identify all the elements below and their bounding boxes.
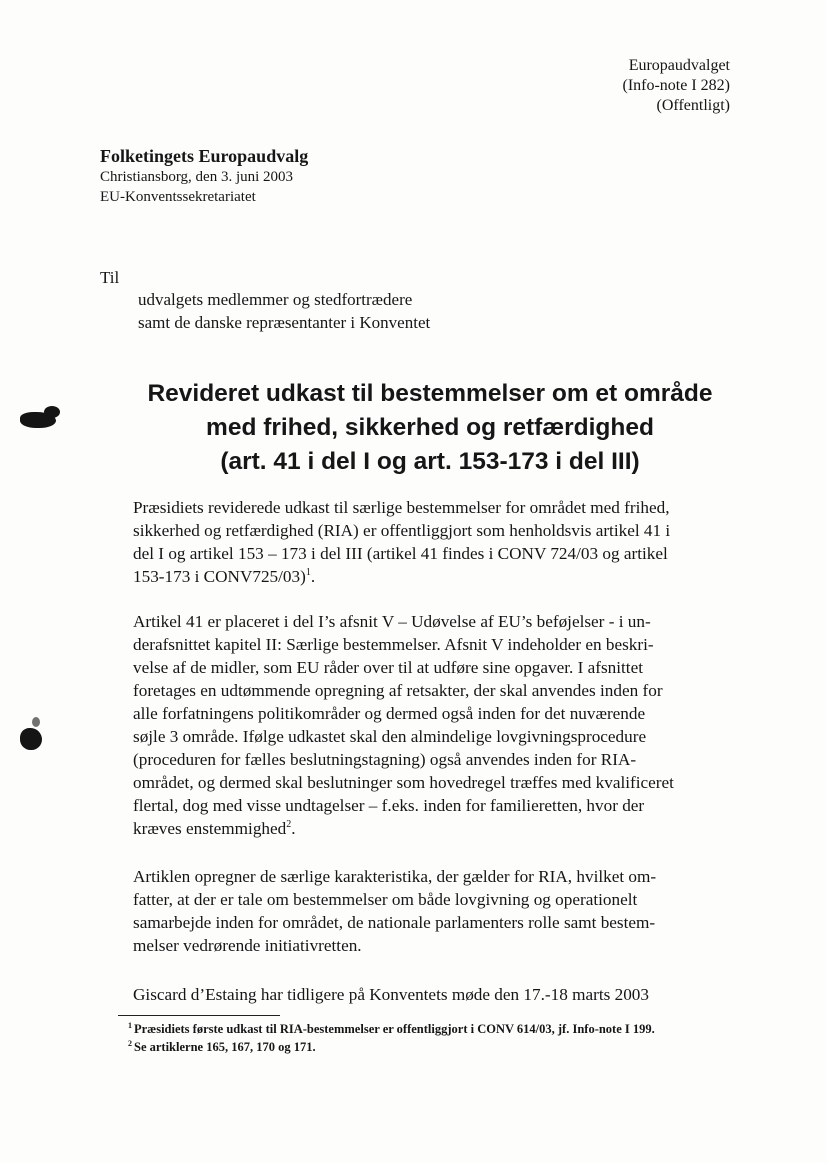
text-span: 153-173 i CONV725/03) <box>133 567 306 586</box>
committee-name: Europaudvalget <box>628 57 730 74</box>
paragraph-2 <box>133 610 733 840</box>
public-status: (Offentligt) <box>656 97 730 114</box>
footnote <box>128 1020 655 1038</box>
sender-block <box>100 145 308 207</box>
footnote-ref-1[interactable]: 1 <box>305 567 311 578</box>
document-header <box>622 56 730 116</box>
text-line: velse af de midler, som EU råder over til at udføre sine opgaver. I afsnittet <box>133 658 643 677</box>
to-label: Til <box>100 268 120 287</box>
text-span: kræves enstemmighed <box>133 819 287 838</box>
footnote-number: 1 <box>128 1021 132 1030</box>
info-note-number: (Info-note I 282) <box>622 77 730 94</box>
text-line: samarbejde inden for området, de nationale parlamenters rolle samt bestem- <box>133 913 656 932</box>
text-line: del I og artikel 153 – 173 i del III (artikel 41 findes i CONV 724/03 og artikel <box>133 544 668 563</box>
sender-organization: Folketingets Europaudvalg <box>100 146 309 166</box>
footnote <box>128 1038 655 1056</box>
footnotes <box>128 1020 655 1056</box>
recipient-line: udvalgets medlemmer og stedfortrædere <box>138 290 413 309</box>
sender-place-date: Christiansborg, den 3. juni 2003 <box>100 169 294 185</box>
text-line: Artikel 41 er placeret i del I’s afsnit V – Udøvelse af EU’s beføjelser - i un- <box>133 612 651 631</box>
text-line: melser vedrørende initiativretten. <box>133 936 362 955</box>
text-line: (proceduren for fælles beslutningstagning) også anvendes inden for RIA- <box>133 750 637 769</box>
paragraph-4 <box>133 983 733 1006</box>
text-line: derafsnittet kapitel II: Særlige bestemmelser. Afsnit V indeholder en beskri- <box>133 635 654 654</box>
footnote-ref-2[interactable]: 2 <box>286 819 292 830</box>
text-line: Giscard d’Estaing har tidligere på Konventets møde den 17.-18 marts 2003 <box>133 985 649 1004</box>
text-line: Præsidiets reviderede udkast til særlige bestemmelser for området med frihed, <box>133 498 670 517</box>
title-line: (art. 41 i del I og art. 153-173 i del III) <box>220 448 640 475</box>
footnote-text: Præsidiets første udkast til RIA-bestemmelser er offentliggjort i CONV 614/03, jf. Info-note I 199. <box>134 1022 655 1036</box>
document-title <box>100 377 760 479</box>
text-span: . <box>291 819 296 838</box>
recipient-line: samt de danske repræsentanter i Konventet <box>138 313 431 332</box>
paragraph-1 <box>133 496 733 588</box>
text-line: flertal, dog med visse undtagelser – f.eks. inden for familieretten, hvor der <box>133 796 645 815</box>
scan-artifact <box>44 406 60 418</box>
paragraph-3 <box>133 865 733 957</box>
footnote-number: 2 <box>128 1039 132 1048</box>
text-line <box>133 565 733 588</box>
text-line: sikkerhed og retfærdighed (RIA) er offentliggjort som henholdsvis artikel 41 i <box>133 521 671 540</box>
title-line: Revideret udkast til bestemmelser om et område <box>147 380 713 407</box>
footnote-text: Se artiklerne 165, 167, 170 og 171. <box>134 1040 316 1054</box>
text-line: søjle 3 område. Ifølge udkastet skal den almindelige lovgivningsprocedure <box>133 727 647 746</box>
title-line: med frihed, sikkerhed og retfærdighed <box>206 414 654 441</box>
footnote-separator <box>118 1015 280 1016</box>
text-line: foretages en udtømmende opregning af retsakter, der skal anvendes inden for <box>133 681 663 700</box>
text-line: området, og dermed skal beslutninger som hovedregel træffes med kvalificeret <box>133 773 674 792</box>
scan-artifact <box>20 728 42 750</box>
text-line: Artiklen opregner de særlige karakteristika, der gælder for RIA, hvilket om- <box>133 867 657 886</box>
sender-department: EU-Konventssekretariatet <box>100 189 256 205</box>
text-line: alle forfatningens politikområder og dermed også inden for det nuværende <box>133 704 646 723</box>
scan-artifact <box>32 717 40 727</box>
text-span: . <box>310 567 316 586</box>
recipients-list <box>138 288 430 334</box>
text-line <box>133 817 733 840</box>
text-line: fatter, at der er tale om bestemmelser om både lovgivning og operationelt <box>133 890 638 909</box>
